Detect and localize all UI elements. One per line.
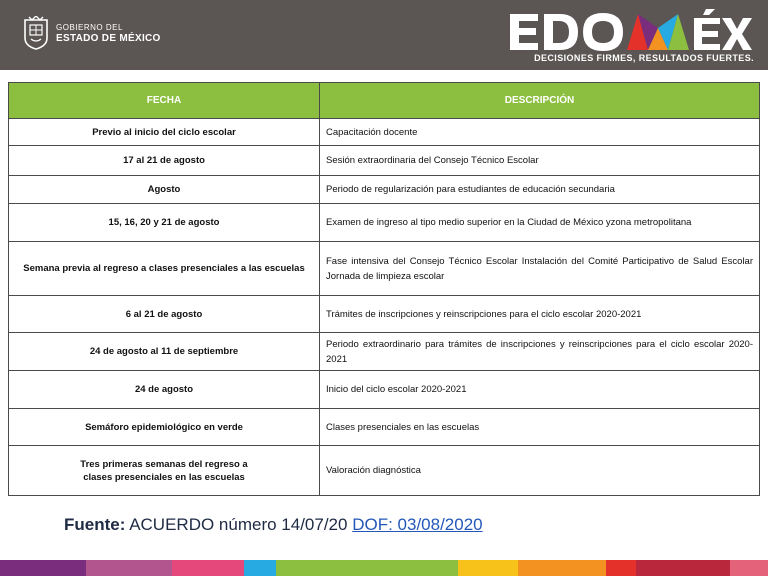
descripcion-cell: Capacitación docente xyxy=(320,119,760,146)
descripcion-cell: Trámites de inscripciones y reinscripciones para el ciclo escolar 2020-2021 xyxy=(320,296,760,333)
stripe xyxy=(636,560,730,576)
table-row xyxy=(9,176,760,204)
descripcion-cell: Fase intensiva del Consejo Técnico Escolar Instalación del Comité Participativo de Salud Escolar Jornada de limpieza escolar xyxy=(320,242,760,296)
school-calendar-table xyxy=(8,82,760,496)
fecha-cell: 6 al 21 de agosto xyxy=(9,296,320,333)
stripe xyxy=(0,560,86,576)
descripcion-cell: Periodo extraordinario para trámites de inscripciones y reinscripciones para el ciclo escolar 2020-2021 xyxy=(320,333,760,371)
stripe xyxy=(276,560,458,576)
header-band xyxy=(0,0,768,70)
descripcion-cell: Inicio del ciclo escolar 2020-2021 xyxy=(320,371,760,409)
column-header-descripcion: DESCRIPCIÓN xyxy=(320,83,760,119)
footer-color-stripes xyxy=(0,560,768,576)
fecha-cell: 15, 16, 20 y 21 de agosto xyxy=(9,204,320,242)
stripe xyxy=(518,560,606,576)
stripe xyxy=(606,560,636,576)
stripe xyxy=(86,560,172,576)
edomex-logo xyxy=(508,8,754,52)
gobierno-logo xyxy=(22,16,161,50)
stripe xyxy=(244,560,276,576)
stripe xyxy=(172,560,244,576)
table-row xyxy=(9,409,760,446)
fecha-cell: 24 de agosto xyxy=(9,371,320,409)
descripcion-cell: Clases presenciales en las escuelas xyxy=(320,409,760,446)
brand-tagline: DECISIONES FIRMES, RESULTADOS FUERTES. xyxy=(534,53,754,63)
table-row xyxy=(9,371,760,409)
fecha-cell: Semana previa al regreso a clases presenciales a las escuelas xyxy=(9,242,320,296)
gobierno-line2: ESTADO DE MÉXICO xyxy=(56,33,161,44)
fecha-cell: Tres primeras semanas del regreso a clases presenciales en las escuelas xyxy=(9,446,320,496)
stripe xyxy=(730,560,768,576)
source-citation xyxy=(64,515,483,535)
source-label: Fuente: xyxy=(64,515,126,534)
source-text: ACUERDO número 14/07/20 xyxy=(129,515,348,534)
table-row xyxy=(9,333,760,371)
descripcion-cell: Valoración diagnóstica xyxy=(320,446,760,496)
edomex-brand xyxy=(508,8,754,63)
dof-link[interactable]: DOF: 03/08/2020 xyxy=(352,515,483,534)
table-row xyxy=(9,146,760,176)
stripe xyxy=(458,560,518,576)
descripcion-cell: Sesión extraordinaria del Consejo Técnico Escolar xyxy=(320,146,760,176)
table-row xyxy=(9,204,760,242)
table-row xyxy=(9,119,760,146)
fecha-cell: 17 al 21 de agosto xyxy=(9,146,320,176)
state-seal-icon xyxy=(22,16,50,50)
fecha-cell: 24 de agosto al 11 de septiembre xyxy=(9,333,320,371)
descripcion-cell: Examen de ingreso al tipo medio superior en la Ciudad de México yzona metropolitana xyxy=(320,204,760,242)
table-row xyxy=(9,242,760,296)
column-header-fecha: FECHA xyxy=(9,83,320,119)
fecha-cell: Semáforo epidemiológico en verde xyxy=(9,409,320,446)
fecha-cell: Agosto xyxy=(9,176,320,204)
table-row xyxy=(9,446,760,496)
table-row xyxy=(9,296,760,333)
gobierno-line1: GOBIERNO DEL xyxy=(56,23,123,32)
table-header-row xyxy=(9,83,760,119)
descripcion-cell: Periodo de regularización para estudiantes de educación secundaria xyxy=(320,176,760,204)
fecha-cell: Previo al inicio del ciclo escolar xyxy=(9,119,320,146)
